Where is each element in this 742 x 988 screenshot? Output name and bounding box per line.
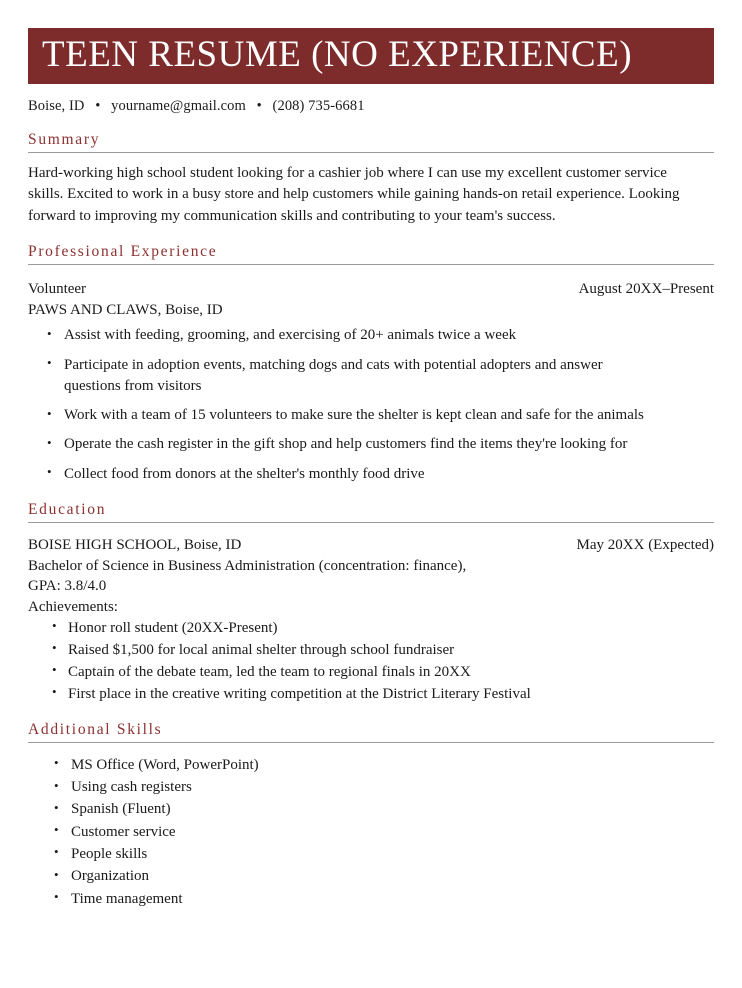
section-education	[28, 501, 714, 705]
education-degree: Bachelor of Science in Business Administration (concentration: finance),	[28, 557, 467, 574]
experience-entry	[28, 279, 714, 485]
education-gpa: GPA: 3.8/4.0	[28, 578, 107, 595]
experience-body	[28, 265, 714, 485]
section-heading-education: Education	[28, 501, 714, 523]
list-item: • Customer service	[28, 822, 714, 843]
education-achievements-label: Achievements:	[28, 599, 118, 616]
list-item: • Assist with feeding, grooming, and exercising of 20+ animals twice a week	[28, 325, 714, 346]
contact-phone: (208) 735-6681	[272, 97, 365, 114]
education-date: May 20XX (Expected)	[576, 537, 714, 553]
summary-paragraph: Hard-working high school student looking for a cashier job where I can use my excellent customer service skills. Excited to work in a busy store and help customers while gaining hands-on retail experience. Looking forward to improving my communication skills and contributing to your team's success.	[28, 164, 680, 224]
section-skills	[28, 721, 714, 910]
experience-job-title: Volunteer	[28, 280, 87, 297]
name-banner	[28, 28, 714, 84]
list-item: • Captain of the debate team, led the team to regional finals in 20XX	[28, 662, 714, 683]
contact-separator-1: •	[95, 97, 101, 114]
contact-line	[28, 98, 714, 115]
experience-entry-header	[28, 279, 714, 300]
list-item: • Using cash registers	[28, 777, 714, 798]
education-entry	[28, 535, 714, 705]
education-body	[28, 523, 714, 705]
list-item: • Honor roll student (20XX-Present)	[28, 618, 714, 639]
resume-page	[0, 28, 742, 988]
list-item: • Time management	[28, 889, 714, 910]
contact-separator-2: •	[256, 97, 262, 114]
list-item: • People skills	[28, 844, 714, 865]
education-entry-header	[28, 535, 714, 556]
list-item: • Organization	[28, 866, 714, 887]
experience-organization: PAWS AND CLAWS, Boise, ID	[28, 301, 223, 318]
education-achievement-list	[28, 618, 714, 705]
section-heading-summary: Summary	[28, 131, 714, 153]
section-experience	[28, 243, 714, 485]
education-school: BOISE HIGH SCHOOL, Boise, ID	[28, 537, 242, 553]
skills-body	[28, 743, 714, 910]
list-item: • Operate the cash register in the gift shop and help customers find the items they're looking for	[28, 434, 714, 455]
experience-bullet-list	[28, 325, 714, 485]
contact-location: Boise, ID	[28, 97, 85, 114]
skills-list	[28, 755, 714, 910]
resume-name: TEEN RESUME (NO EXPERIENCE)	[42, 34, 633, 75]
list-item: • First place in the creative writing competition at the District Literary Festival	[28, 684, 714, 705]
section-heading-skills: Additional Skills	[28, 721, 714, 743]
list-item: • MS Office (Word, PowerPoint)	[28, 755, 714, 776]
list-item: • Raised $1,500 for local animal shelter through school fundraiser	[28, 640, 714, 661]
list-item: • Collect food from donors at the shelter's monthly food drive	[28, 464, 714, 485]
section-heading-experience: Professional Experience	[28, 243, 714, 265]
list-item: • Spanish (Fluent)	[28, 799, 714, 820]
summary-body	[28, 153, 714, 227]
list-item: • Work with a team of 15 volunteers to make sure the shelter is kept clean and safe for the animals	[28, 405, 714, 426]
contact-email[interactable]: yourname@gmail.com	[111, 97, 246, 114]
list-item: • Participate in adoption events, matching dogs and cats with potential adopters and answer questions from visitors	[28, 355, 714, 398]
experience-date-range: August 20XX–Present	[578, 280, 714, 297]
section-summary	[28, 131, 714, 227]
